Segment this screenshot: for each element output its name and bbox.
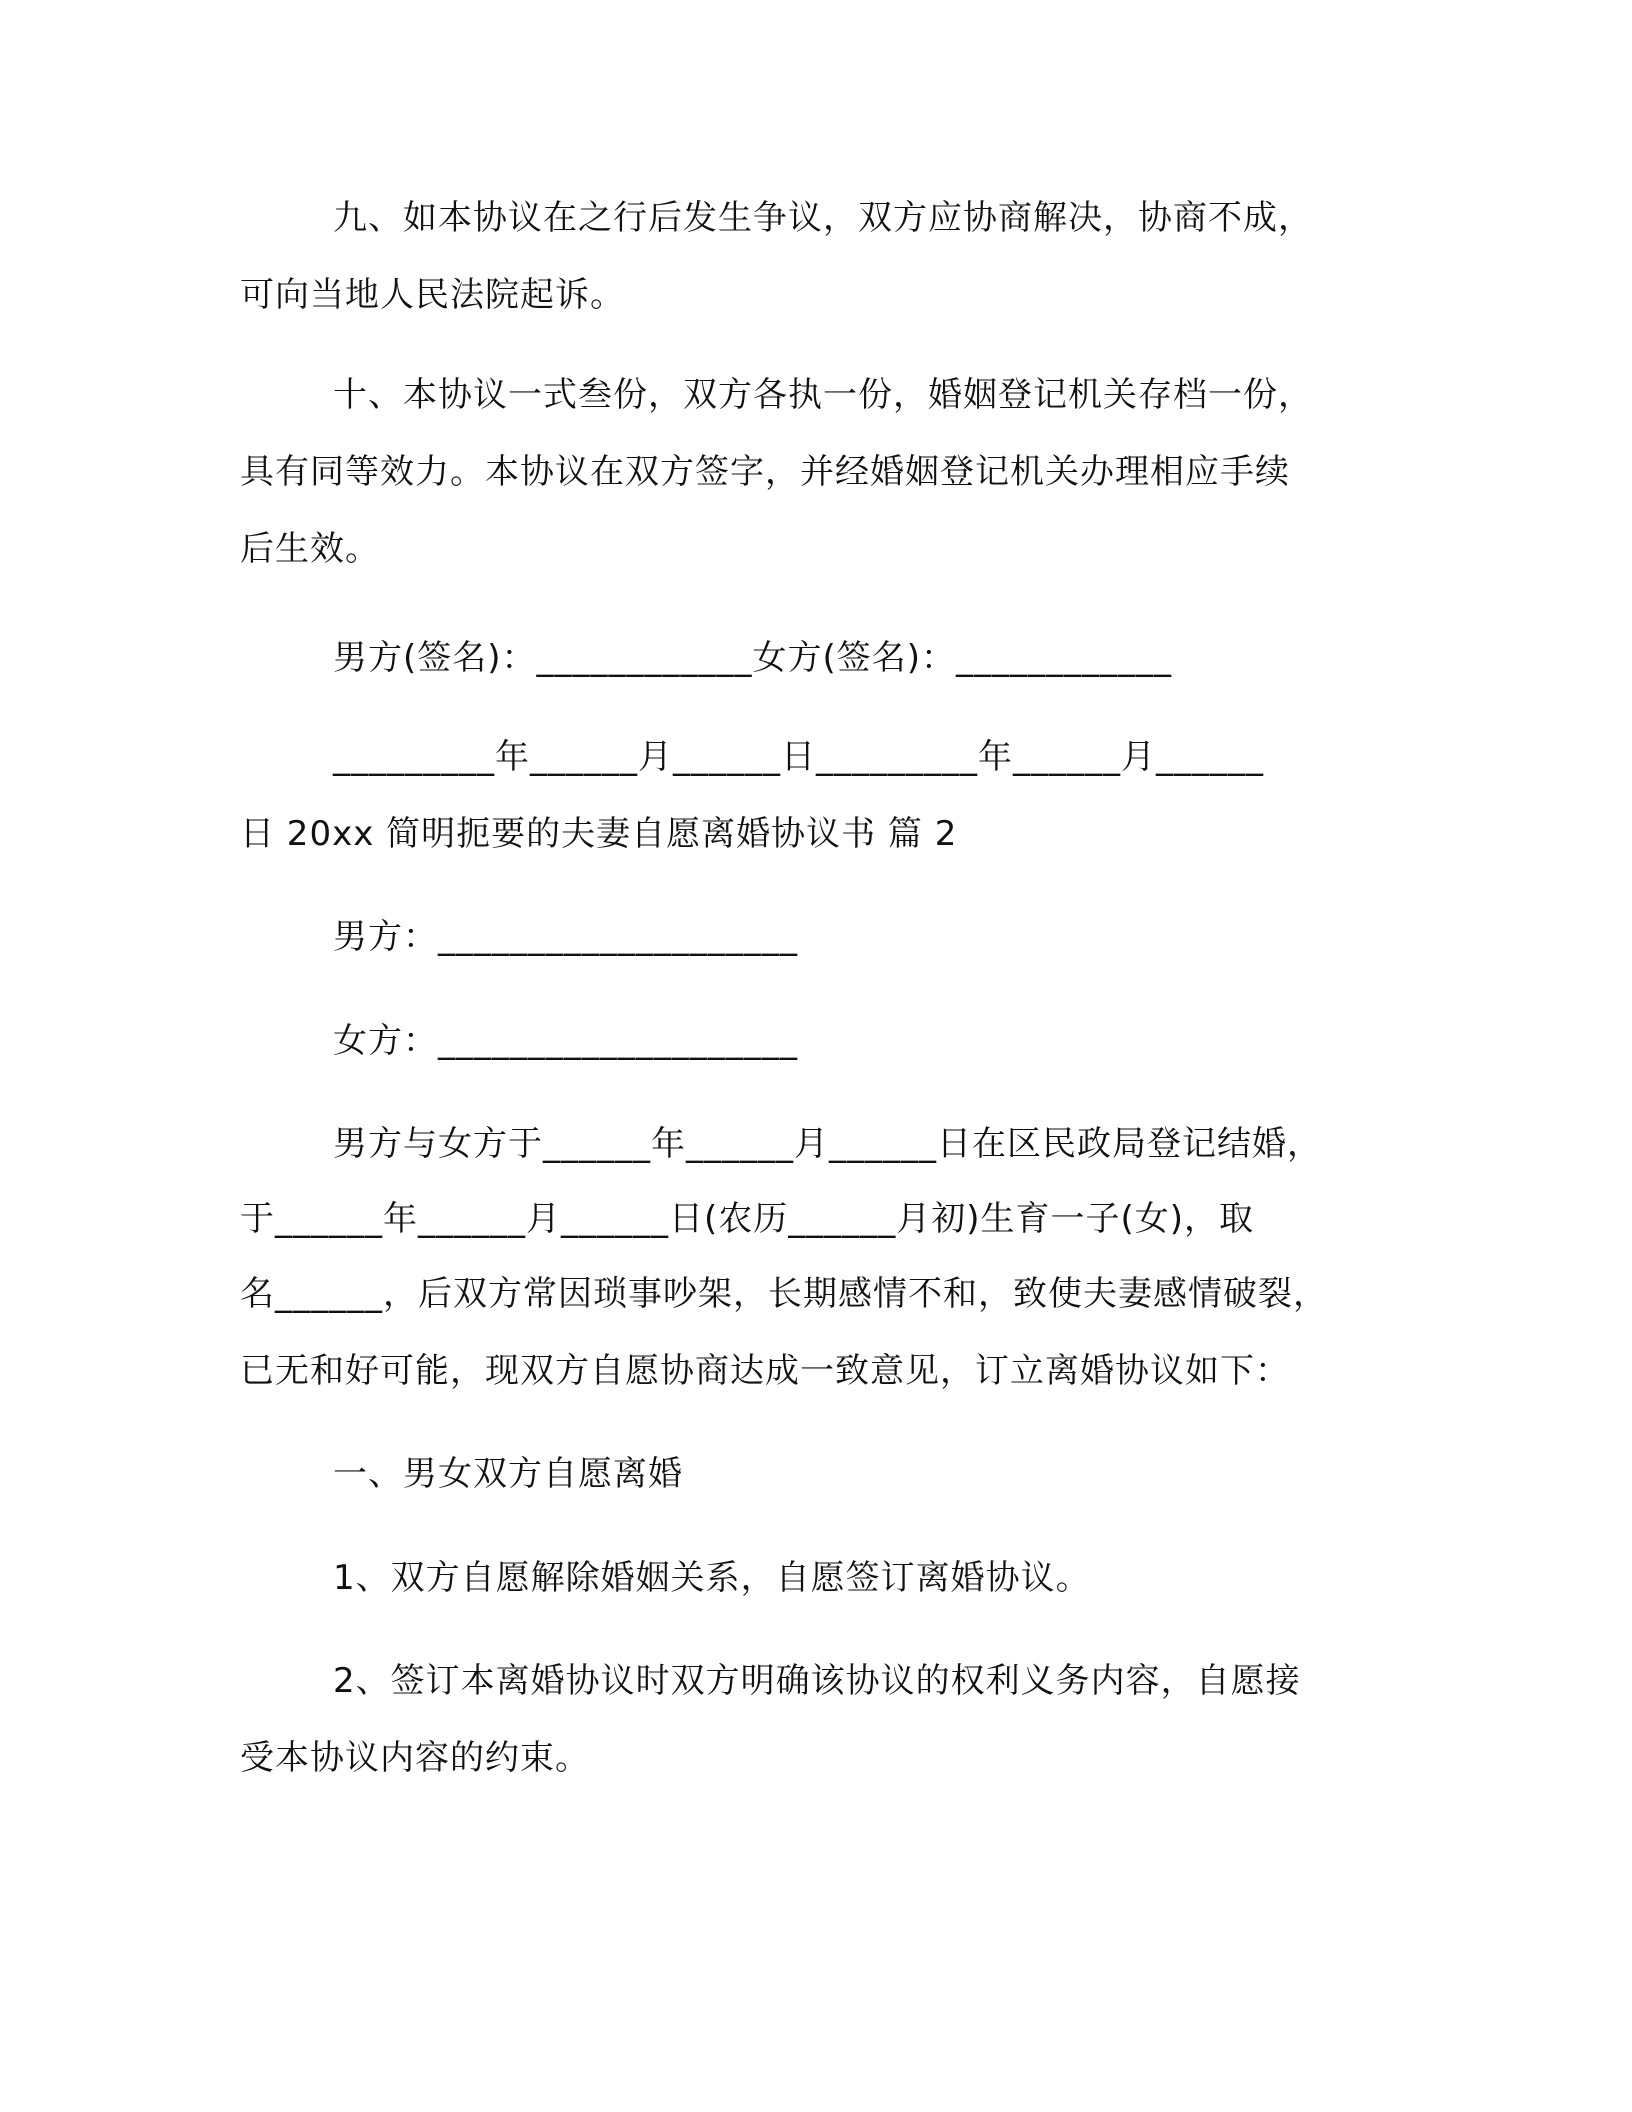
clause-9-line-1: 九、如本协议在之行后发生争议，双方应协商解决，协商不成， — [333, 198, 1313, 238]
clause-9-line-2: 可向当地人民法院起诉。 — [240, 275, 625, 315]
clause-10-line-3: 后生效。 — [240, 529, 380, 569]
preamble-line-1: 男方与女方于______年______月______日在区民政局登记结婚， — [333, 1124, 1322, 1164]
item-1: 1、双方自愿解除婚姻关系，自愿签订离婚协议。 — [333, 1558, 1091, 1598]
item-2-line-2: 受本协议内容的约束。 — [240, 1738, 590, 1778]
signature-line: 男方(签名)：____________女方(签名)：____________ — [333, 638, 1173, 678]
clause-10-line-1: 十、本协议一式叁份，双方各执一份，婚姻登记机关存档一份， — [333, 375, 1313, 415]
date-line: _________年______月______日_________年______月______ — [333, 737, 1264, 777]
section-title: 日 20xx 简明扼要的夫妻自愿离婚协议书 篇 2 — [240, 814, 958, 854]
clause-10-line-2: 具有同等效力。本协议在双方签字，并经婚姻登记机关办理相应手续 — [240, 452, 1290, 492]
preamble-line-3: 名______，后双方常因琐事吵架，长期感情不和，致使夫妻感情破裂， — [240, 1274, 1328, 1314]
female-party-line: 女方：____________________ — [333, 1021, 798, 1061]
preamble-line-4: 已无和好可能，现双方自愿协商达成一致意见，订立离婚协议如下： — [240, 1351, 1290, 1391]
item-2-line-1: 2、签订本离婚协议时双方明确该协议的权利义务内容，自愿接 — [333, 1661, 1301, 1701]
preamble-line-2: 于______年______月______日(农历______月初)生育一子(女)，取 — [240, 1199, 1255, 1239]
heading-article-1: 一、男女双方自愿离婚 — [333, 1454, 683, 1494]
male-party-line: 男方：____________________ — [333, 917, 798, 957]
